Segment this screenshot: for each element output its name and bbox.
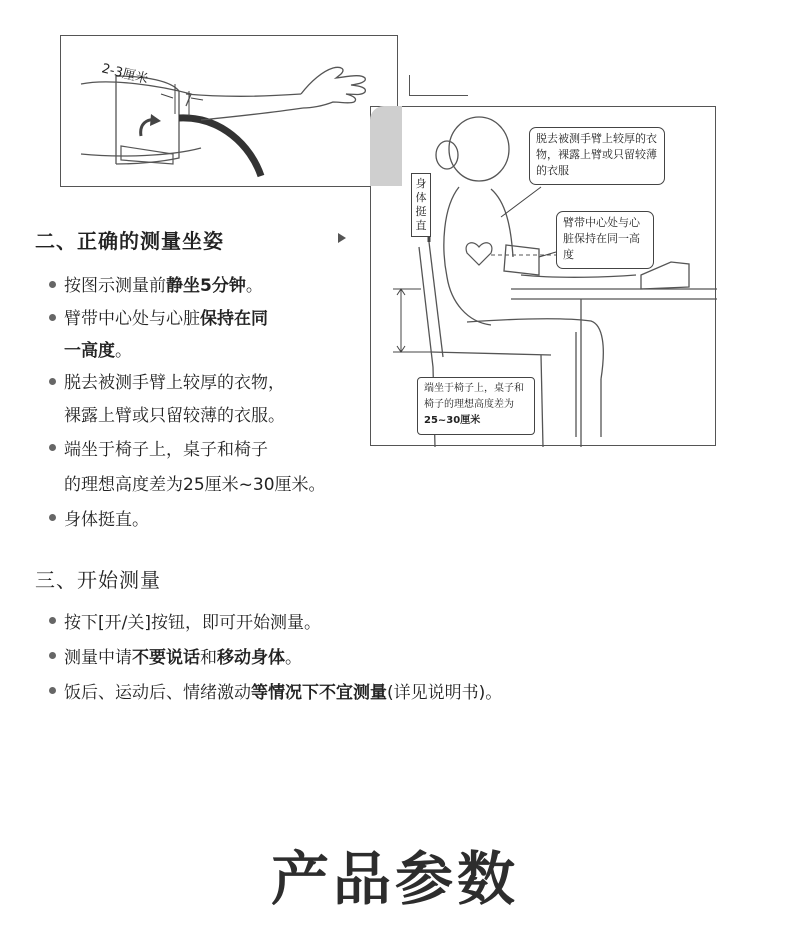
list-item-emphasis: 保持在同: [200, 309, 268, 329]
list-item: [46, 303, 376, 367]
list-item: [46, 503, 376, 538]
product-params-title: 产品参数: [270, 845, 519, 913]
list-item-text: 端坐于椅子上，桌子和椅子: [64, 440, 268, 460]
arm-cuff-illustration: [60, 35, 398, 187]
callout-seat-height: [417, 377, 535, 435]
callout-clothes: [529, 127, 665, 185]
list-item-text: 按图示测量前: [64, 276, 166, 296]
list-item: [46, 433, 376, 503]
list-item-text: 按下[开/关]按钮，即可开始测量。: [64, 613, 321, 633]
callout-seat-value: 25~30厘米: [424, 415, 481, 426]
list-item-text: 裸露上臂或只留较薄的衣服。: [64, 406, 285, 426]
list-item-emphasis: 不要说话: [132, 648, 200, 668]
callout-cuff-text: 臂带中心处与心脏保持在同一高度: [563, 216, 640, 261]
list-item-emphasis: 等情况下不宜测量: [251, 683, 387, 703]
list-item-text: 的理想高度差为25厘米~30厘米。: [64, 475, 326, 495]
list-item-text: (详见说明书)。: [387, 683, 503, 703]
list-item-text: 。: [115, 341, 132, 361]
vertical-label-straight: [411, 173, 431, 237]
arm-cuff-drawing: [61, 36, 399, 188]
list-item-text: 饭后、运动后、情绪激动: [64, 683, 251, 703]
play-arrow-icon: [338, 233, 346, 243]
gray-tab-decoration: [370, 106, 402, 186]
posture-illustration: [370, 106, 716, 446]
list-item-emphasis: 一高度: [64, 341, 115, 361]
list-item: [46, 676, 746, 711]
section2-title: 二、正确的测量坐姿: [35, 229, 224, 253]
list-item-text: 身体挺直。: [64, 510, 149, 530]
vertical-label-text: 身体挺直: [415, 177, 427, 232]
list-item: [46, 606, 746, 641]
list-item-emphasis: 静坐5分钟: [166, 276, 246, 296]
list-item: [46, 270, 376, 303]
list-item: [46, 367, 376, 433]
callout-clothes-text: 脱去被测手臂上较厚的衣物，裸露上臂或只留较薄的衣服: [536, 132, 657, 177]
list-item-text: 。: [285, 648, 302, 668]
list-item-text: 。: [245, 276, 263, 296]
list-item-text: 测量中请: [64, 648, 132, 668]
callout-seat-text: 端坐于椅子上，桌子和椅子的理想高度差为: [424, 383, 524, 410]
list-item-emphasis: 移动身体: [217, 648, 285, 668]
section2-list: [46, 270, 376, 538]
list-item-text: 和: [200, 648, 217, 668]
list-item-text: 臂带中心处与心脏: [64, 309, 200, 329]
callout-cuff-height: [556, 211, 654, 269]
corner-mark: [409, 75, 468, 96]
list-item-text: 脱去被测手臂上较厚的衣物，: [64, 373, 285, 393]
section3-title: 三、开始测量: [35, 568, 161, 592]
section3-list: [46, 606, 746, 711]
cuff-distance-label: 2-3厘米: [100, 61, 150, 88]
list-item: [46, 641, 746, 676]
